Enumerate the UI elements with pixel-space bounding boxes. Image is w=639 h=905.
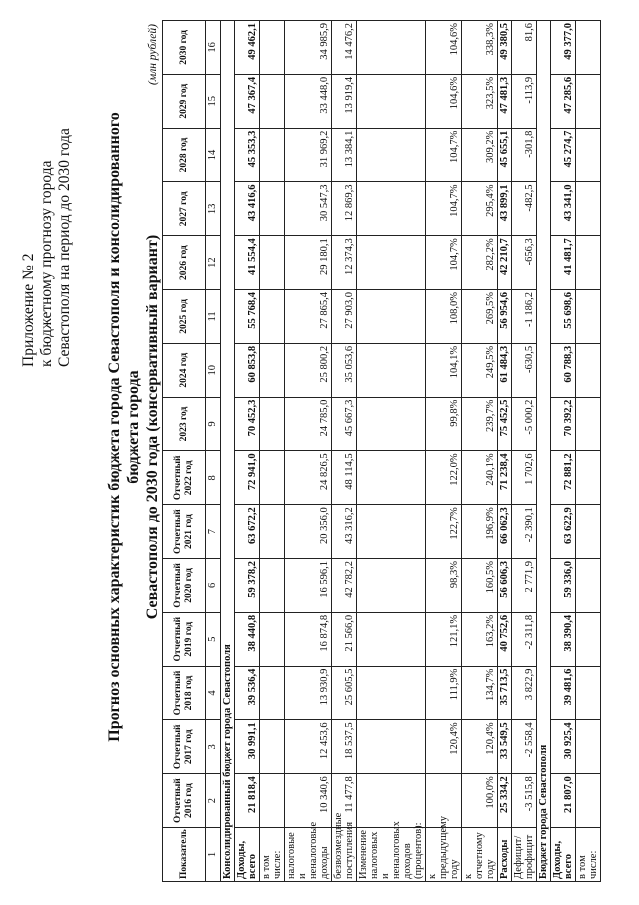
table-cell: 35 053,6 <box>332 343 357 397</box>
header-year: Отчетный 2021 год <box>163 505 206 559</box>
table-row <box>498 21 512 882</box>
table-cell: 45 667,3 <box>332 397 357 451</box>
table-cell: 72 881,2 <box>551 451 576 505</box>
header-year: 2029 год <box>163 74 206 128</box>
table-cell: 3 822,9 <box>512 666 537 720</box>
table-cell: 45 353,3 <box>235 128 260 182</box>
table-cell: 63 622,9 <box>551 505 576 559</box>
column-number-row <box>206 21 221 882</box>
table-cell: 49 377,0 <box>551 21 576 75</box>
table-cell: 269,5% <box>462 290 498 344</box>
table-cell <box>357 236 426 290</box>
table-cell: 98,3% <box>426 559 462 613</box>
table-cell: 122,0% <box>426 451 462 505</box>
table-cell <box>357 774 426 828</box>
table-row <box>512 21 537 882</box>
table-cell: -5 000,2 <box>512 397 537 451</box>
column-number: 6 <box>206 559 221 613</box>
column-number: 12 <box>206 236 221 290</box>
table-cell: 309,2% <box>462 128 498 182</box>
row-label: Расходы <box>498 828 512 882</box>
table-cell: 323,5% <box>462 74 498 128</box>
table-row <box>551 21 576 882</box>
table-cell: 239,7% <box>462 397 498 451</box>
column-number: 9 <box>206 397 221 451</box>
table-cell: 1 702,6 <box>512 451 537 505</box>
table-cell: 47 367,4 <box>235 74 260 128</box>
table-cell: 60 853,8 <box>235 343 260 397</box>
table-cell: -113,9 <box>512 74 537 128</box>
table-row <box>426 21 462 882</box>
column-number: 13 <box>206 182 221 236</box>
table-cell: 42 782,2 <box>332 559 357 613</box>
table-cell <box>260 21 285 75</box>
row-label: в том числе: <box>576 828 601 882</box>
table-cell: 16 596,1 <box>285 559 332 613</box>
table-cell <box>576 343 601 397</box>
table-cell <box>260 612 285 666</box>
table-header-row <box>163 21 206 882</box>
table-cell: 35 713,5 <box>498 666 512 720</box>
section-row <box>221 21 235 882</box>
table-cell <box>260 128 285 182</box>
header-year: 2026 год <box>163 236 206 290</box>
table-row <box>332 21 357 882</box>
column-number: 8 <box>206 451 221 505</box>
table-cell: 38 440,8 <box>235 612 260 666</box>
table-cell: 282,2% <box>462 236 498 290</box>
column-number: 2 <box>206 774 221 828</box>
table-cell <box>260 720 285 774</box>
table-cell: -2 390,1 <box>512 505 537 559</box>
table-cell: 25 605,5 <box>332 666 357 720</box>
table-cell <box>576 774 601 828</box>
table-cell: 21 807,0 <box>551 774 576 828</box>
column-number: 4 <box>206 666 221 720</box>
table-row <box>462 21 498 882</box>
table-cell <box>260 290 285 344</box>
table-cell: 59 336,0 <box>551 559 576 613</box>
section-row <box>537 21 551 882</box>
table-row <box>235 21 260 882</box>
table-row <box>357 21 426 882</box>
table-cell: 120,4% <box>426 720 462 774</box>
table-cell: 39 481,6 <box>551 666 576 720</box>
table-cell: 60 788,3 <box>551 343 576 397</box>
table-cell: 70 452,3 <box>235 397 260 451</box>
table-cell: -301,8 <box>512 128 537 182</box>
table-row <box>576 21 601 882</box>
table-cell: 45 655,1 <box>498 128 512 182</box>
table-cell: 43 316,2 <box>332 505 357 559</box>
table-cell: -2 311,8 <box>512 612 537 666</box>
row-label: безвозмездные поступления <box>332 828 357 882</box>
table-cell: 34 985,9 <box>285 21 332 75</box>
table-cell: 71 238,4 <box>498 451 512 505</box>
table-cell: 45 274,7 <box>551 128 576 182</box>
header-year: Отчетный 2016 год <box>163 774 206 828</box>
table-cell: 30 991,1 <box>235 720 260 774</box>
table-cell: 24 826,5 <box>285 451 332 505</box>
table-cell <box>576 128 601 182</box>
table-cell: 122,7% <box>426 505 462 559</box>
table-cell: 25 800,2 <box>285 343 332 397</box>
table-cell: 42 210,7 <box>498 236 512 290</box>
table-cell <box>357 397 426 451</box>
table-cell: 49 380,5 <box>498 21 512 75</box>
column-number: 10 <box>206 343 221 397</box>
header-year: Отчетный 2019 год <box>163 612 206 666</box>
table-cell <box>357 21 426 75</box>
header-year: Отчетный 2017 год <box>163 720 206 774</box>
table-row <box>260 21 285 882</box>
table-cell: -3 515,8 <box>512 774 537 828</box>
table-cell: 10 340,6 <box>285 774 332 828</box>
table-cell: 40 752,6 <box>498 612 512 666</box>
table-cell: 70 392,2 <box>551 397 576 451</box>
section-title: Бюджет города Севастополя <box>537 21 551 882</box>
table-cell: 196,9% <box>462 505 498 559</box>
table-cell <box>260 236 285 290</box>
table-cell: 47 481,3 <box>498 74 512 128</box>
column-number: 16 <box>206 21 221 75</box>
table-cell: -2 558,4 <box>512 720 537 774</box>
table-cell: 39 536,4 <box>235 666 260 720</box>
table-cell: 41 554,4 <box>235 236 260 290</box>
table-cell: 13 930,9 <box>285 666 332 720</box>
row-label: к предыдущему году <box>426 828 462 882</box>
appendix-note <box>20 37 74 367</box>
table-cell: 41 481,7 <box>551 236 576 290</box>
table-cell: 18 537,5 <box>332 720 357 774</box>
table-row <box>285 21 332 882</box>
column-number: 15 <box>206 74 221 128</box>
appendix-line-2: к бюджетному прогнозу города <box>38 160 55 367</box>
table-cell: 55 698,6 <box>551 290 576 344</box>
table-cell <box>576 290 601 344</box>
table-cell <box>260 182 285 236</box>
table-cell <box>357 182 426 236</box>
table-cell: -656,3 <box>512 236 537 290</box>
table-cell <box>357 666 426 720</box>
table-cell <box>260 505 285 559</box>
table-cell: 27 865,4 <box>285 290 332 344</box>
table-cell: 30 547,3 <box>285 182 332 236</box>
table-cell <box>260 774 285 828</box>
table-cell <box>357 559 426 613</box>
table-cell: 30 925,4 <box>551 720 576 774</box>
column-number: 7 <box>206 505 221 559</box>
header-year: 2028 год <box>163 128 206 182</box>
column-number: 11 <box>206 290 221 344</box>
table-cell: 47 285,6 <box>551 74 576 128</box>
column-number: 3 <box>206 720 221 774</box>
table-cell <box>576 666 601 720</box>
header-year: 2027 год <box>163 182 206 236</box>
section-title: Консолидированный бюджет города Севастополя <box>221 21 235 882</box>
row-label: налоговые и неналоговые доходы <box>285 828 332 882</box>
table-cell <box>576 397 601 451</box>
header-year: 2025 год <box>163 290 206 344</box>
table-cell: 27 903,0 <box>332 290 357 344</box>
row-label: Доходы, всего <box>235 828 260 882</box>
table-cell: 43 341,0 <box>551 182 576 236</box>
table-cell <box>576 451 601 505</box>
table-cell <box>357 128 426 182</box>
table-cell <box>357 290 426 344</box>
table-cell: 120,4% <box>462 720 498 774</box>
table-cell: 11 477,8 <box>332 774 357 828</box>
table-cell <box>357 720 426 774</box>
table-cell: 33 448,0 <box>285 74 332 128</box>
column-number: 1 <box>206 828 221 882</box>
table-cell: 240,1% <box>462 451 498 505</box>
table-cell: 104,6% <box>426 74 462 128</box>
table-cell: -630,5 <box>512 343 537 397</box>
row-label: Доходы, всего <box>551 828 576 882</box>
table-cell: 2 771,9 <box>512 559 537 613</box>
header-year: 2024 год <box>163 343 206 397</box>
table-cell: 295,4% <box>462 182 498 236</box>
rotated-page <box>10 12 630 892</box>
table-cell: 104,7% <box>426 128 462 182</box>
table-cell: 160,5% <box>462 559 498 613</box>
table-cell: 63 672,2 <box>235 505 260 559</box>
table-cell <box>260 666 285 720</box>
table-cell: 108,0% <box>426 290 462 344</box>
table-cell: 61 484,3 <box>498 343 512 397</box>
table-cell <box>576 612 601 666</box>
table-cell: 75 452,5 <box>498 397 512 451</box>
table-cell: 104,6% <box>426 21 462 75</box>
table-cell <box>357 451 426 505</box>
table-cell <box>576 74 601 128</box>
appendix-line-3: Севастополя на период до 2030 года <box>56 128 73 367</box>
table-cell <box>357 612 426 666</box>
table-cell: 25 334,2 <box>498 774 512 828</box>
table-cell: 81,6 <box>512 21 537 75</box>
header-year: Отчетный 2020 год <box>163 559 206 613</box>
table-cell: 21 566,0 <box>332 612 357 666</box>
table-cell <box>357 74 426 128</box>
table-cell <box>576 720 601 774</box>
table-cell: -1 186,2 <box>512 290 537 344</box>
table-cell: 121,1% <box>426 612 462 666</box>
forecast-table <box>162 20 601 882</box>
row-label: к отчетному году <box>462 828 498 882</box>
table-cell: 43 899,1 <box>498 182 512 236</box>
table-cell: 100,0% <box>462 774 498 828</box>
row-label: Дефицит/ профицит <box>512 828 537 882</box>
row-label: Изменение налоговых и неналоговых доходов (процентов): <box>357 828 426 882</box>
table-cell: 56 606,3 <box>498 559 512 613</box>
table-cell: 134,7% <box>462 666 498 720</box>
header-label: Показатель <box>163 828 206 882</box>
table-cell: 12 869,3 <box>332 182 357 236</box>
table-cell <box>260 451 285 505</box>
table-cell: 104,7% <box>426 182 462 236</box>
table-cell: 104,7% <box>426 236 462 290</box>
table-cell: 55 768,4 <box>235 290 260 344</box>
table-cell: 14 476,2 <box>332 21 357 75</box>
table-cell: 12 453,6 <box>285 720 332 774</box>
table-cell <box>357 505 426 559</box>
table-cell: 33 549,5 <box>498 720 512 774</box>
title-line-1: Прогноз основных характеристик бюджета города Севастополя и консолидированного бюджета города <box>106 112 142 742</box>
table-cell <box>576 21 601 75</box>
header-year: 2030 год <box>163 21 206 75</box>
table-cell <box>576 559 601 613</box>
table-cell: 24 785,0 <box>285 397 332 451</box>
table-cell: 249,5% <box>462 343 498 397</box>
table-cell <box>576 182 601 236</box>
title-line-2: Севастополя до 2030 года (консервативный вариант) <box>144 234 161 620</box>
table-cell: -482,5 <box>512 182 537 236</box>
column-number: 5 <box>206 612 221 666</box>
table-cell: 163,2% <box>462 612 498 666</box>
table-cell: 20 356,0 <box>285 505 332 559</box>
table-cell: 29 180,1 <box>285 236 332 290</box>
table-cell: 66 062,3 <box>498 505 512 559</box>
table-cell: 338,3% <box>462 21 498 75</box>
table-cell: 21 818,4 <box>235 774 260 828</box>
table-cell <box>260 559 285 613</box>
table-cell: 56 954,6 <box>498 290 512 344</box>
table-cell: 72 941,0 <box>235 451 260 505</box>
table-cell: 99,8% <box>426 397 462 451</box>
table-cell <box>357 343 426 397</box>
column-number: 14 <box>206 128 221 182</box>
document-title <box>105 102 162 752</box>
table-cell: 13 919,4 <box>332 74 357 128</box>
appendix-line-1: Приложение № 2 <box>20 253 37 367</box>
table-cell: 12 374,3 <box>332 236 357 290</box>
table-cell: 31 969,2 <box>285 128 332 182</box>
table-cell: 59 378,2 <box>235 559 260 613</box>
table-cell: 49 462,1 <box>235 21 260 75</box>
header-year: Отчетный 2022 год <box>163 451 206 505</box>
table-cell <box>260 397 285 451</box>
row-label: в том числе: <box>260 828 285 882</box>
table-cell: 111,9% <box>426 666 462 720</box>
table-cell: 13 384,1 <box>332 128 357 182</box>
table-cell: 16 874,8 <box>285 612 332 666</box>
header-year: Отчетный 2018 год <box>163 666 206 720</box>
table-cell: 43 416,6 <box>235 182 260 236</box>
table-cell <box>576 236 601 290</box>
table-cell <box>260 74 285 128</box>
table-cell: 48 114,5 <box>332 451 357 505</box>
table-cell: 104,1% <box>426 343 462 397</box>
table-cell <box>576 505 601 559</box>
units-label: (млн рублей) <box>147 24 159 85</box>
table-cell: 38 390,4 <box>551 612 576 666</box>
header-year: 2023 год <box>163 397 206 451</box>
table-cell <box>260 343 285 397</box>
